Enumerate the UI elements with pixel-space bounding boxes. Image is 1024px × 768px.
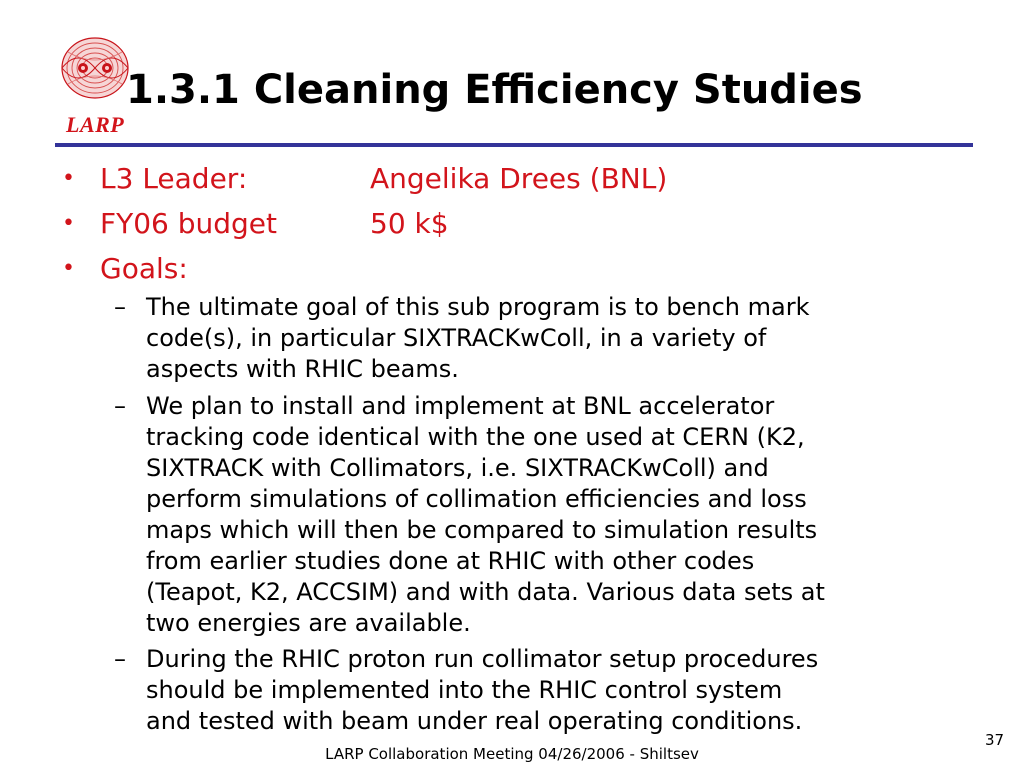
slide-footer	[0, 745, 1024, 763]
text-line: two energies are available.	[146, 609, 471, 637]
text-line: maps which will then be compared to simulation results	[146, 516, 818, 544]
text-line: SIXTRACK with Collimators, i.e. SIXTRACKwColl) and	[146, 454, 769, 482]
sub-bullet-dash: –	[114, 645, 126, 673]
larp-logo-icon	[56, 28, 134, 116]
text-line: tracking code identical with the one used at CERN (K2,	[146, 423, 805, 451]
text-line: The ultimate goal of this sub program is to bench mark	[146, 293, 810, 321]
bullet-dot: •	[62, 166, 75, 191]
bullet-value: 50 k$	[370, 207, 449, 240]
bullet-label: FY06 budget	[100, 207, 278, 240]
text-line: and tested with beam under real operating conditions.	[146, 707, 803, 735]
bullet-dot: •	[62, 256, 75, 281]
text-line: During the RHIC proton run collimator setup procedures	[146, 645, 819, 673]
bullet-label: L3 Leader:	[100, 162, 248, 195]
bullet-value: Angelika Drees (BNL)	[370, 162, 668, 195]
sub-bullet-dash: –	[114, 392, 126, 420]
page-number: 37	[985, 731, 1005, 749]
text-line: should be implemented into the RHIC control system	[146, 676, 783, 704]
bullet-label: Goals:	[100, 252, 188, 285]
slide-title: 1.3.1 Cleaning Efficiency Studies	[126, 67, 863, 113]
footer-text: LARP Collaboration Meeting 04/26/2006 - Shiltsev	[325, 745, 699, 763]
text-line: from earlier studies done at RHIC with other codes	[146, 547, 755, 575]
text-line: aspects with RHIC beams.	[146, 355, 459, 383]
text-line: (Teapot, K2, ACCSIM) and with data. Various data sets at	[146, 578, 825, 606]
sub-bullet-dash: –	[114, 293, 126, 321]
logo-text: LARP	[66, 112, 125, 137]
text-line: perform simulations of collimation efficiencies and loss	[146, 485, 807, 513]
larp-logo	[56, 28, 134, 116]
sub-bullet-text	[146, 644, 986, 737]
bullet-dot: •	[62, 211, 75, 236]
sub-bullet-text	[146, 292, 986, 385]
text-line: We plan to install and implement at BNL accelerator	[146, 392, 775, 420]
title-divider	[55, 143, 973, 147]
sub-bullet-text	[146, 391, 986, 639]
text-line: code(s), in particular SIXTRACKwColl, in a variety of	[146, 324, 767, 352]
